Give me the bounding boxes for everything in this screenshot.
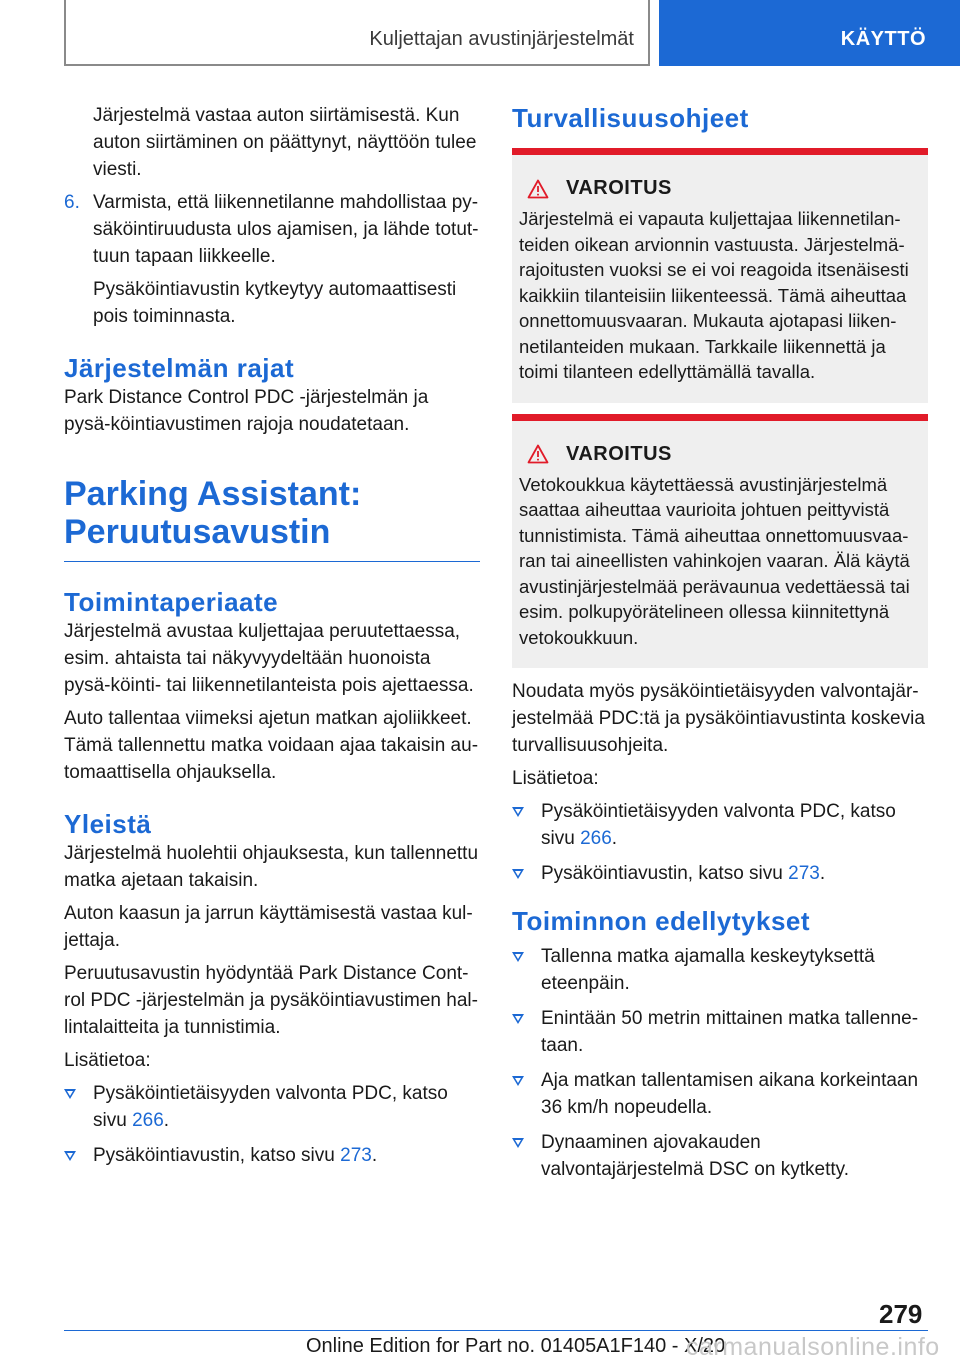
principle-paragraph-2: Auto tallentaa viimeksi ajetun matkan ajoliikkeet. Tämä tallennettu matka voidaan ajaa takaisin au-tomaattisella ohjauksella. [64, 708, 479, 783]
list-item [64, 1080, 480, 1134]
general-paragraph-2: Auton kaasun ja jarrun käyttämisestä vastaa kul-jettaja. [64, 903, 473, 951]
general-paragraph-3: Peruutusavustin hyödyntää Park Distance Cont-rol PDC -järjestelmän ja pysäköintiavustimen hal-lintalaitteita ja tunnistimia. [64, 963, 478, 1038]
warning-title-row [519, 175, 920, 202]
link-text: Pysäköintietäisyyden valvonta PDC, katso sivu [541, 801, 896, 849]
period: . [819, 863, 826, 884]
main-heading-line-1: Parking Assistant: [64, 475, 362, 513]
step-6-note: Pysäköintiavustin kytkeytyy automaattisesti pois toiminnasta. [93, 279, 457, 327]
more-info-label: Lisätietoa: [512, 768, 599, 789]
general-paragraph-1: Järjestelmä huolehtii ohjauksesta, kun tallennettu matka ajetaan takaisin. [64, 843, 479, 891]
header-chapter-tab[interactable] [659, 0, 960, 66]
main-heading-line-2: Peruutusavustin [64, 513, 331, 551]
warning-triangle-icon [527, 444, 549, 464]
requirement-item [512, 943, 928, 997]
triangle-bullet-icon [512, 869, 524, 879]
step-6 [64, 189, 480, 270]
triangle-bullet-icon [512, 952, 524, 962]
right-column [512, 102, 928, 1191]
page-link-273[interactable]: 273 [340, 1145, 372, 1166]
safety-note: Noudata myös pysäköintietäisyyden valvontajär-jestelmää PDC:tä ja pysäköintiavustinta koskevia turvallisuusohjeita. [512, 681, 925, 756]
page-link-266[interactable]: 266 [132, 1110, 164, 1131]
safety-heading: Turvallisuusohjeet [512, 103, 749, 133]
warning-title-row [519, 441, 920, 468]
warning-box-1 [512, 148, 928, 403]
requirement-item [512, 1129, 928, 1183]
warning-body: Vetokoukkua käytettäessä avustinjärjestelmä saattaa aiheuttaa vaurioita johtuen peittyvistä tunnistimista. Tämä aiheuttaa onnettomuusvaa-ran tai aineellisten vahinkojen vaaran. Älä käytä avustinjärjestelmää perävaunua vedettäessä tai esim. polkupyörätelineen ollessa kiinnitettynä vetokoukkuun. [519, 473, 910, 648]
warning-title: VAROITUS [566, 177, 672, 199]
list-item [64, 1142, 480, 1169]
page-link-273[interactable]: 273 [788, 863, 820, 884]
link-text: Pysäköintiavustin, katso sivu [93, 1145, 341, 1166]
left-column [64, 102, 480, 1177]
requirement-text: Dynaaminen ajovakauden valvontajärjestelmä DSC on kytketty. [541, 1132, 849, 1180]
requirements-heading: Toiminnon edellytykset [512, 906, 811, 936]
page-number: 279 [879, 1299, 923, 1329]
triangle-bullet-icon [512, 1138, 524, 1148]
step-6-text: Varmista, että liikennetilanne mahdollistaa py-säköintiruudusta ulos ajamisen, ja lähde totut-tuun tapaan liikkeelle. [93, 192, 479, 267]
header-section-title: Kuljettajan avustinjärjestelmät [369, 28, 634, 50]
link-text: Pysäköintietäisyyden valvonta PDC, katso sivu [93, 1083, 448, 1131]
principle-heading: Toimintaperiaate [64, 587, 279, 617]
list-item [512, 860, 928, 887]
main-heading [64, 475, 480, 562]
warning-triangle-icon [527, 179, 549, 199]
triangle-bullet-icon [64, 1151, 76, 1161]
main-heading-rule [64, 561, 480, 562]
period: . [163, 1110, 170, 1131]
triangle-bullet-icon [512, 1076, 524, 1086]
requirement-text: Tallenna matka ajamalla keskeytyksettä eteenpäin. [541, 946, 875, 994]
footer-rule [64, 1330, 928, 1331]
list-item [512, 798, 928, 852]
limits-text: Park Distance Control PDC -järjestelmän ja pysä-köintiavustimen rajoja noudatetaan. [64, 387, 429, 435]
general-heading: Yleistä [64, 809, 152, 839]
limits-heading: Järjestelmän rajat [64, 353, 295, 383]
page-link-266[interactable]: 266 [580, 828, 612, 849]
requirement-text: Enintään 50 metrin mittainen matka tallenne-taan. [541, 1008, 919, 1056]
requirement-item [512, 1067, 928, 1121]
triangle-bullet-icon [512, 807, 524, 817]
edition-text: Online Edition for Part no. 01405A1F140 - X/20 [306, 1335, 726, 1357]
warning-box-2 [512, 414, 928, 669]
step5-continuation: Järjestelmä vastaa auton siirtämisestä. Kun auton siirtäminen on päättynyt, näyttöön tulee viesti. [93, 105, 477, 180]
watermark: carmanualsonline.info [686, 1333, 940, 1361]
triangle-bullet-icon [512, 1014, 524, 1024]
requirement-item [512, 1005, 928, 1059]
header-chapter-title: KÄYTTÖ [840, 28, 926, 50]
triangle-bullet-icon [64, 1089, 76, 1099]
link-text: Pysäköintiavustin, katso sivu [541, 863, 789, 884]
requirement-text: Aja matkan tallentamisen aikana korkeintaan 36 km/h nopeudella. [541, 1070, 919, 1118]
header-section-box [64, 0, 650, 66]
step-6-number: 6. [64, 192, 80, 213]
period: . [611, 828, 618, 849]
period: . [371, 1145, 378, 1166]
more-info-label: Lisätietoa: [64, 1050, 151, 1071]
warning-title: VAROITUS [566, 442, 672, 465]
warning-body: Järjestelmä ei vapauta kuljettajaa liikennetilan-teiden oikean arvionnin vastuusta. Järjestelmä-rajoitusten vuoksi se ei voi reagoida itsenäisesti kaikkiin tilanteisiin liikenteessä. Tämä aiheuttaa onnettomuusvaaran. Mukauta ajotapasi liiken-netilanteiden mukaan. Tarkkaile liikennettä ja toimi tilanteen edellyttämällä tavalla. [519, 208, 909, 382]
principle-paragraph-1: Järjestelmä avustaa kuljettajaa peruutettaessa, esim. ahtaista tai näkyvyydeltään huonoista pysä-köinti- tai liikennetilanteista pois ajettaessa. [64, 621, 474, 696]
